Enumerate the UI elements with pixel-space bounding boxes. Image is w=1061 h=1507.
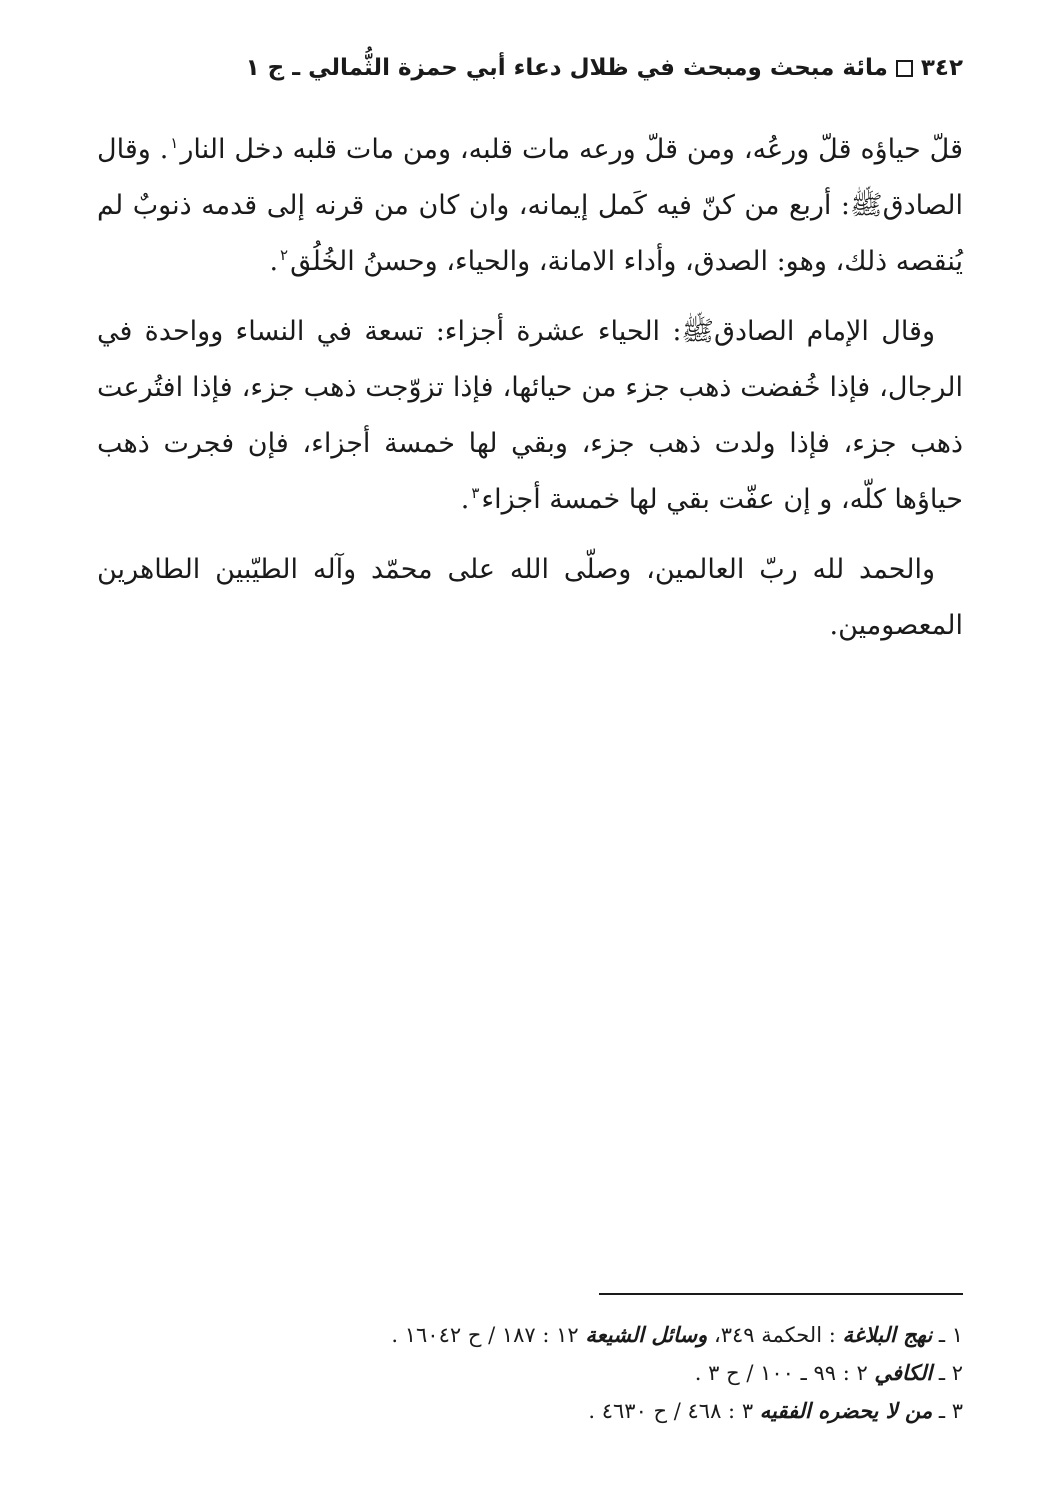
footnote-source-2: وسائل الشيعة <box>585 1322 708 1347</box>
paragraph-1-text-c: . <box>269 246 279 277</box>
paragraph-2 <box>97 304 963 528</box>
page-number: ٣٤٢ <box>920 55 963 81</box>
footnote-source: الكافي <box>874 1360 933 1385</box>
paragraph-1 <box>97 122 963 290</box>
running-title: مائة مبحث ومبحث في ظلال دعاء أبي حمزة الثُّمالي ـ ج ١ <box>245 55 888 81</box>
footnote-1 <box>97 1316 963 1354</box>
running-header <box>98 48 963 88</box>
footnote-detail: ٢ : ٩٩ ـ ١٠٠ / ح ٣ . <box>694 1361 868 1385</box>
footnote-ref-2[interactable]: ٢ <box>280 246 289 264</box>
footnotes <box>97 1316 963 1430</box>
footnote-source: من لا يحضره الفقيه <box>759 1398 933 1423</box>
paragraph-2-text-a: وقال الإمام الصادقﷺ: الحياء عشرة أجزاء: تسعة في النساء وواحدة في الرجال، فإذا خُفضت ذهب جزء من حيائها، فإذا تزوّجت ذهب جزء، فإذا افتُرعت ذهب جزء، فإذا ولدت ذهب جزء، وبقي لها خمسة أجزاء، فإن فجرت ذهب حياؤها كلّه، و إن عفّت بقي لها خمسة أجزاء <box>97 316 963 515</box>
paragraph-1-text-b: . وقال الصادقﷺ: أربع من كنّ فيه كَمل إيمانه، وان كان من قرنه إلى قدمه ذنوبٌ لم يُنقصه ذلك، وهو: الصدق، وأداء الامانة، والحياء، وحسنُ الخُلُق <box>97 134 963 277</box>
footnote-2 <box>97 1354 963 1392</box>
footnote-ref-1[interactable]: ١ <box>170 134 179 152</box>
footnote-3 <box>97 1392 963 1430</box>
footnote-number: ٣ ـ <box>938 1399 963 1423</box>
footnote-ref-3[interactable]: ٣ <box>471 484 480 502</box>
footnote-separator <box>599 1293 963 1295</box>
paragraph-3-text: والحمد لله ربّ العالمين، وصلّى الله على محمّد وآله الطيّبين الطاهرين المعصومين. <box>97 554 963 641</box>
square-ornament-icon <box>896 60 913 77</box>
paragraph-1-text-a: قلّ حياؤه قلّ ورعُه، ومن قلّ ورعه مات قلبه، ومن مات قلبه دخل النار <box>180 134 963 165</box>
footnote-detail: : الحكمة ٣٤٩، <box>713 1323 836 1347</box>
paragraph-2-text-b: . <box>460 484 470 515</box>
paragraph-3 <box>97 542 963 654</box>
footnote-number: ١ ـ <box>938 1323 963 1347</box>
footnote-detail-2: ١٢ : ١٨٧ / ح ١٦٠٤٢ . <box>391 1323 579 1347</box>
main-text <box>97 122 963 668</box>
footnote-source: نهج البلاغة <box>842 1322 933 1347</box>
footnote-detail: ٣ : ٤٦٨ / ح ٤٦٣٠ . <box>588 1399 754 1423</box>
footnote-number: ٢ ـ <box>938 1361 963 1385</box>
